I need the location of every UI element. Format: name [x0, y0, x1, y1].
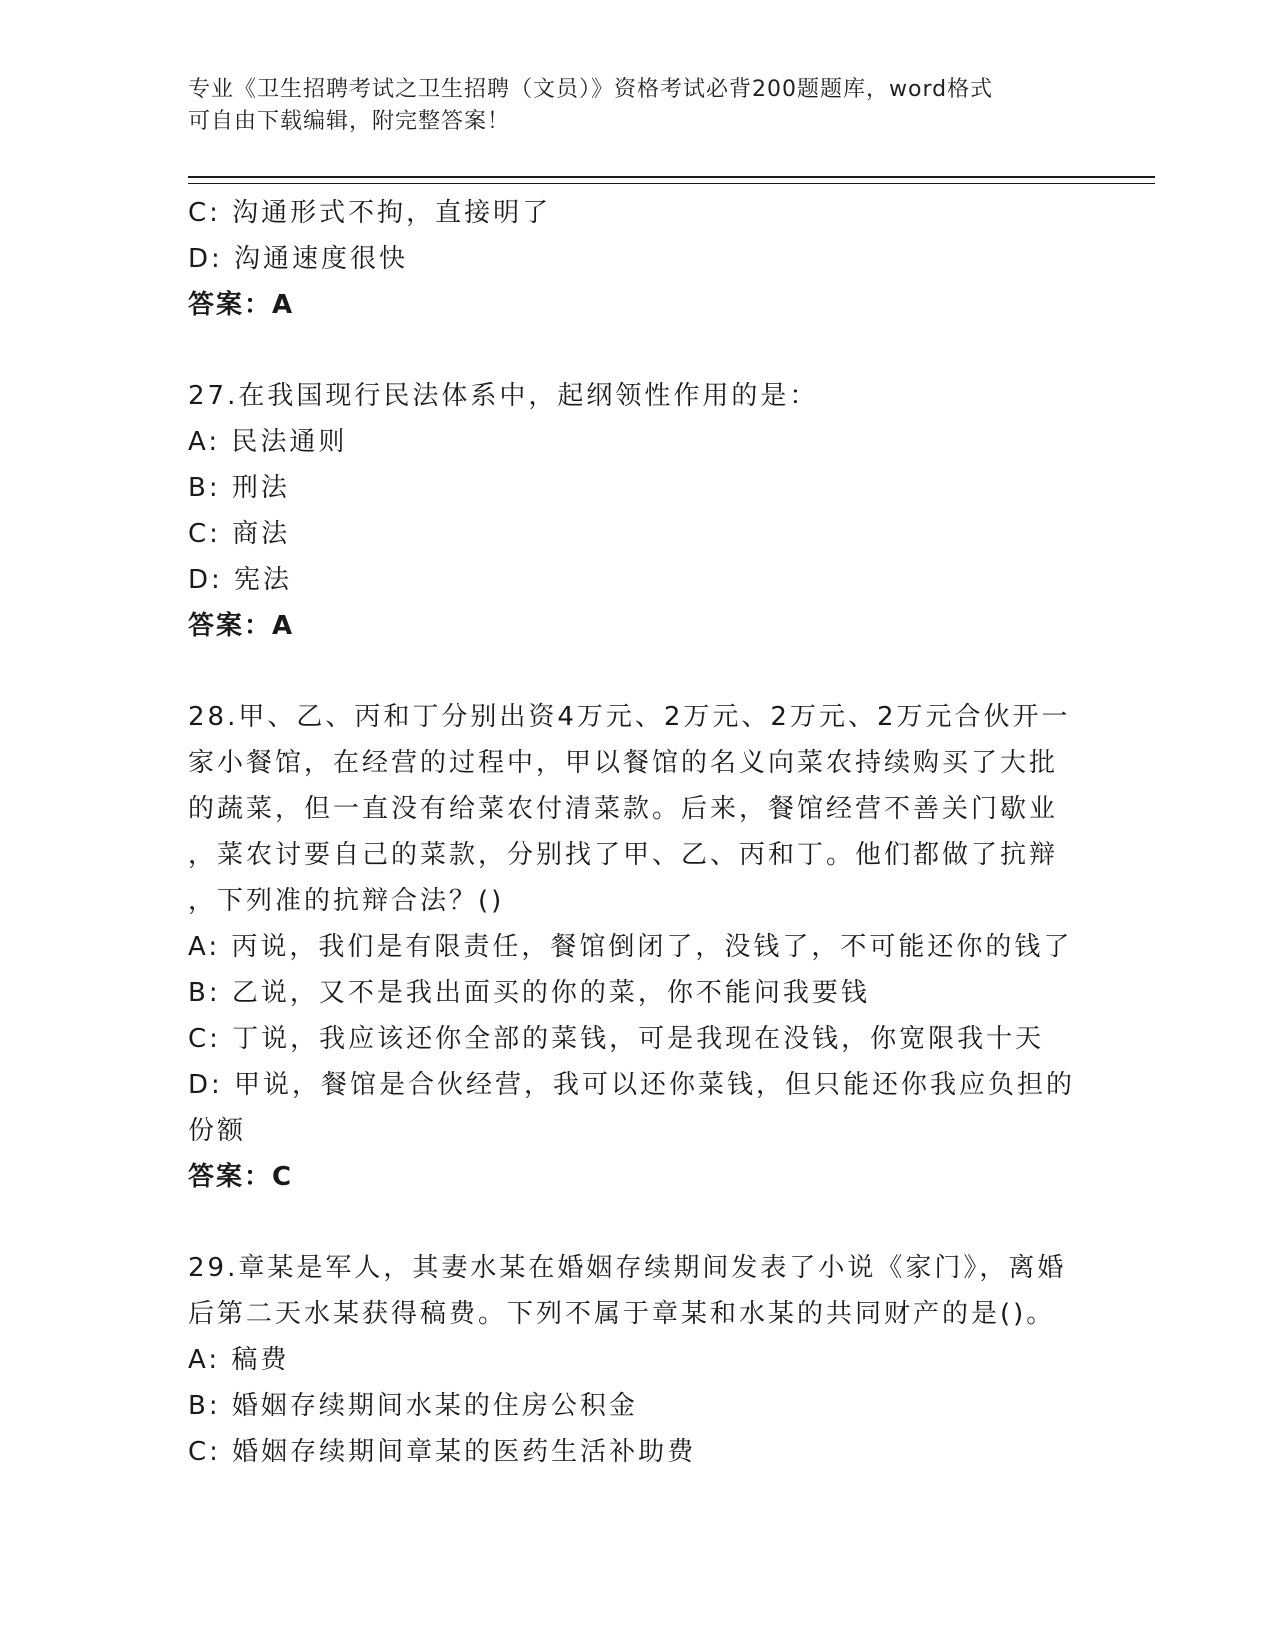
q27-stem: 27.在我国现行民法体系中，起纲领性作用的是：	[188, 381, 819, 411]
question-content	[188, 190, 1088, 1475]
spacer	[188, 328, 1088, 373]
q28-option-a: A: 丙说，我们是有限责任，餐馆倒闭了，没钱了，不可能还你的钱了	[188, 932, 1073, 962]
q29-option-c: C: 婚姻存续期间章某的医药生活补助费	[188, 1437, 697, 1467]
q27-option-a: A: 民法通则	[188, 427, 348, 457]
q29-option-b: B: 婚姻存续期间水某的住房公积金	[188, 1391, 638, 1421]
q28-stem-line: 的蔬菜，但一直没有给菜农付清菜款。后来，餐馆经营不善关门歇业	[188, 794, 1059, 824]
q26-option-c: C: 沟通形式不拘，直接明了	[188, 198, 552, 228]
q27-option-d: D: 宪法	[188, 565, 293, 595]
q29-option-a: A: 稿费	[188, 1345, 290, 1375]
q28-stem-line: 28.甲、乙、丙和丁分别出资4万元、2万元、2万元、2万元合伙开一	[188, 702, 1071, 732]
q27-option-c: C: 商法	[188, 519, 291, 549]
header-rule-thin	[188, 183, 1155, 184]
q28-stem-line: ，菜农讨要自己的菜款，分别找了甲、乙、丙和丁。他们都做了抗辩	[188, 840, 1059, 870]
spacer	[188, 1200, 1088, 1245]
q26-answer: 答案：A	[188, 290, 295, 320]
q28-option-d-continued: 份额	[188, 1116, 247, 1146]
page-header	[188, 74, 1088, 138]
q28-option-c: C: 丁说，我应该还你全部的菜钱，可是我现在没钱，你宽限我十天	[188, 1024, 1045, 1054]
header-line-2: 可自由下载编辑，附完整答案！	[188, 109, 511, 134]
q29-stem-line: 后第二天水某获得稿费。下列不属于章某和水某的共同财产的是()。	[188, 1299, 1056, 1329]
q28-option-b: B: 乙说，又不是我出面买的你的菜，你不能问我要钱	[188, 978, 870, 1008]
q28-stem-line: 家小餐馆，在经营的过程中，甲以餐馆的名义向菜农持续购买了大批	[188, 748, 1059, 778]
header-line-1: 专业《卫生招聘考试之卫生招聘（文员）》资格考试必背200题题库，word格式	[188, 77, 994, 102]
q29-stem-line: 29.章某是军人，其妻水某在婚姻存续期间发表了小说《家门》，离婚	[188, 1253, 1067, 1283]
q27-answer: 答案：A	[188, 611, 295, 641]
header-rule-thick	[188, 176, 1155, 178]
q27-option-b: B: 刑法	[188, 473, 290, 503]
spacer	[188, 649, 1088, 694]
q28-option-d: D: 甲说，餐馆是合伙经营，我可以还你菜钱，但只能还你我应负担的	[188, 1070, 1076, 1100]
q28-answer: 答案：C	[188, 1162, 294, 1192]
q26-option-d: D: 沟通速度很快	[188, 244, 409, 274]
q28-stem-line: ，下列准的抗辩合法？()	[188, 886, 505, 916]
